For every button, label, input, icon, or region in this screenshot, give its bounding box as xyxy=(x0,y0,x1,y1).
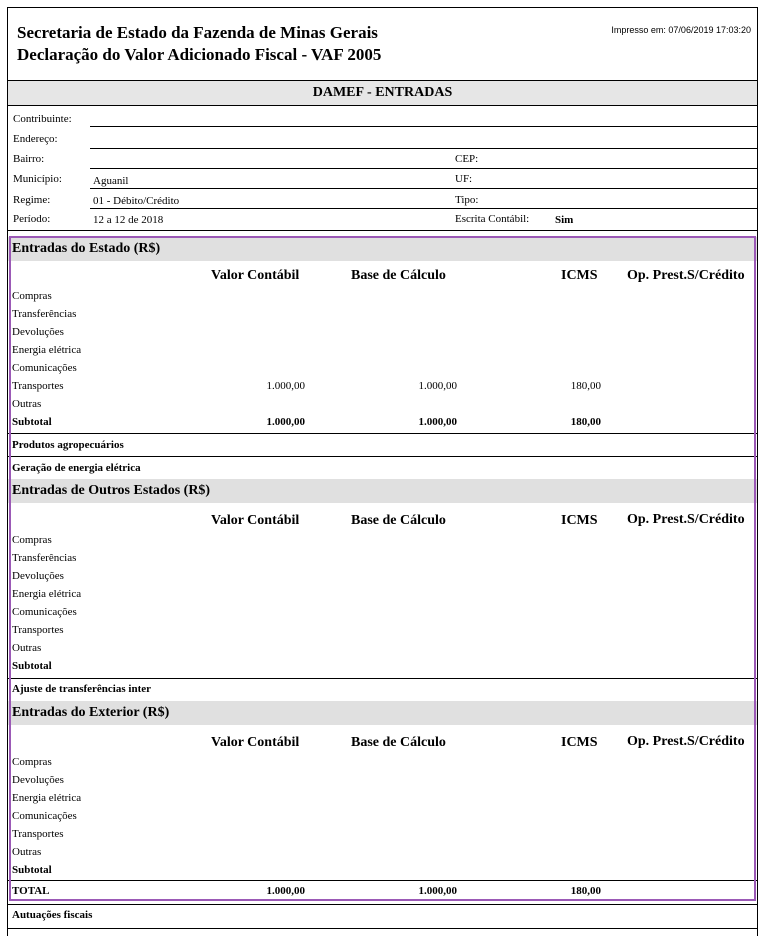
report-header xyxy=(8,8,757,81)
transportes-icms: 180,00 xyxy=(570,380,601,392)
divider xyxy=(8,880,757,881)
section-exterior-title-text: Entradas do Exterior (R$) xyxy=(12,705,170,720)
section-banner: DAMEF - ENTRADAS xyxy=(8,81,757,106)
col-icms: ICMS xyxy=(561,268,598,283)
row-transportes: Transportes xyxy=(12,380,64,392)
row-subtotal: Subtotal xyxy=(12,864,52,876)
section-outros-title-text: Entradas de Outros Estados (R$) xyxy=(12,483,211,498)
divider xyxy=(90,126,757,127)
section-outros-title xyxy=(8,479,757,503)
row-compras: Compras xyxy=(12,534,52,546)
transportes-valor-contabil: 1.000,00 xyxy=(266,380,305,392)
row-transferencias: Transferências xyxy=(12,308,77,320)
label-contribuinte: Contribuinte: xyxy=(13,113,72,125)
row-compras: Compras xyxy=(12,756,52,768)
label-municipio: Município: xyxy=(13,173,62,185)
row-subtotal: Subtotal xyxy=(12,660,52,672)
row-outras: Outras xyxy=(12,846,42,858)
row-total: TOTAL xyxy=(12,885,50,897)
row-transportes: Transportes xyxy=(12,828,64,840)
subtotal-icms: 180,00 xyxy=(570,416,601,428)
printed-timestamp: Impresso em: 07/06/2019 17:03:20 xyxy=(611,25,751,35)
damef-page xyxy=(7,7,758,936)
section-estado-title xyxy=(8,237,757,261)
section-exterior-title xyxy=(8,701,757,725)
row-devolucoes: Devoluções xyxy=(12,570,64,582)
label-regime: Regime: xyxy=(13,194,51,206)
selection-highlight xyxy=(9,236,756,901)
divider xyxy=(8,456,757,457)
col-op-prest: Op. Prest.S/Crédito xyxy=(627,734,745,749)
row-energia: Energia elétrica xyxy=(12,344,82,356)
row-energia: Energia elétrica xyxy=(12,588,82,600)
row-transferencias: Transferências xyxy=(12,552,77,564)
divider xyxy=(8,230,757,231)
row-comunicacoes: Comunicações xyxy=(12,810,77,822)
col-icms: ICMS xyxy=(561,513,598,528)
row-transportes: Transportes xyxy=(12,624,64,636)
total-icms: 180,00 xyxy=(570,885,601,897)
report-title-line2: Declaração do Valor Adicionado Fiscal - VAF 2005 xyxy=(17,45,382,64)
col-valor-contabil: Valor Contábil xyxy=(211,268,300,283)
divider xyxy=(90,168,757,169)
row-comunicacoes: Comunicações xyxy=(12,362,77,374)
report-title xyxy=(17,22,381,66)
row-ajuste-transferencias: Ajuste de transferências inter xyxy=(12,683,151,695)
divider xyxy=(90,208,757,209)
row-comunicacoes: Comunicações xyxy=(12,606,77,618)
section-estado-title-text: Entradas do Estado (R$) xyxy=(12,241,161,256)
label-bairro: Bairro: xyxy=(13,153,45,165)
col-valor-contabil: Valor Contábil xyxy=(211,735,300,750)
label-periodo: Período: xyxy=(13,213,51,225)
label-escrita: Escrita Contábil: xyxy=(455,213,530,225)
col-base-calculo: Base de Cálculo xyxy=(351,268,446,283)
row-produtos-agropecuarios: Produtos agropecuários xyxy=(12,439,124,451)
label-endereco: Endereço: xyxy=(13,133,58,145)
subtotal-valor-contabil: 1.000,00 xyxy=(266,416,305,428)
col-icms: ICMS xyxy=(561,735,598,750)
col-valor-contabil: Valor Contábil xyxy=(211,513,300,528)
label-uf: UF: xyxy=(455,173,473,185)
value-regime: 01 - Débito/Crédito xyxy=(93,195,180,207)
divider xyxy=(8,904,757,905)
divider xyxy=(8,928,757,929)
subtotal-base-calculo: 1.000,00 xyxy=(418,416,457,428)
col-base-calculo: Base de Cálculo xyxy=(351,735,446,750)
divider xyxy=(8,678,757,679)
row-outras: Outras xyxy=(12,642,42,654)
row-autuacoes-fiscais: Autuações fiscais xyxy=(12,909,93,921)
label-tipo: Tipo: xyxy=(455,194,479,206)
row-geracao-energia: Geração de energia elétrica xyxy=(12,462,141,474)
row-devolucoes: Devoluções xyxy=(12,326,64,338)
col-base-calculo: Base de Cálculo xyxy=(351,513,446,528)
divider xyxy=(90,188,757,189)
transportes-base-calculo: 1.000,00 xyxy=(418,380,457,392)
total-base-calculo: 1.000,00 xyxy=(418,885,457,897)
col-op-prest: Op. Prest.S/Crédito xyxy=(627,268,745,283)
value-municipio: Aguanil xyxy=(93,175,129,187)
row-compras: Compras xyxy=(12,290,52,302)
label-cep: CEP: xyxy=(455,153,479,165)
col-op-prest: Op. Prest.S/Crédito xyxy=(627,512,745,527)
row-subtotal: Subtotal xyxy=(12,416,52,428)
report-title-line1: Secretaria de Estado da Fazenda de Minas Gerais xyxy=(17,23,378,42)
value-periodo: 12 a 12 de 2018 xyxy=(93,214,164,226)
total-valor-contabil: 1.000,00 xyxy=(266,885,305,897)
divider xyxy=(8,433,757,434)
row-devolucoes: Devoluções xyxy=(12,774,64,786)
value-escrita: Sim xyxy=(555,214,574,226)
divider xyxy=(90,148,757,149)
row-outras: Outras xyxy=(12,398,42,410)
row-energia: Energia elétrica xyxy=(12,792,82,804)
